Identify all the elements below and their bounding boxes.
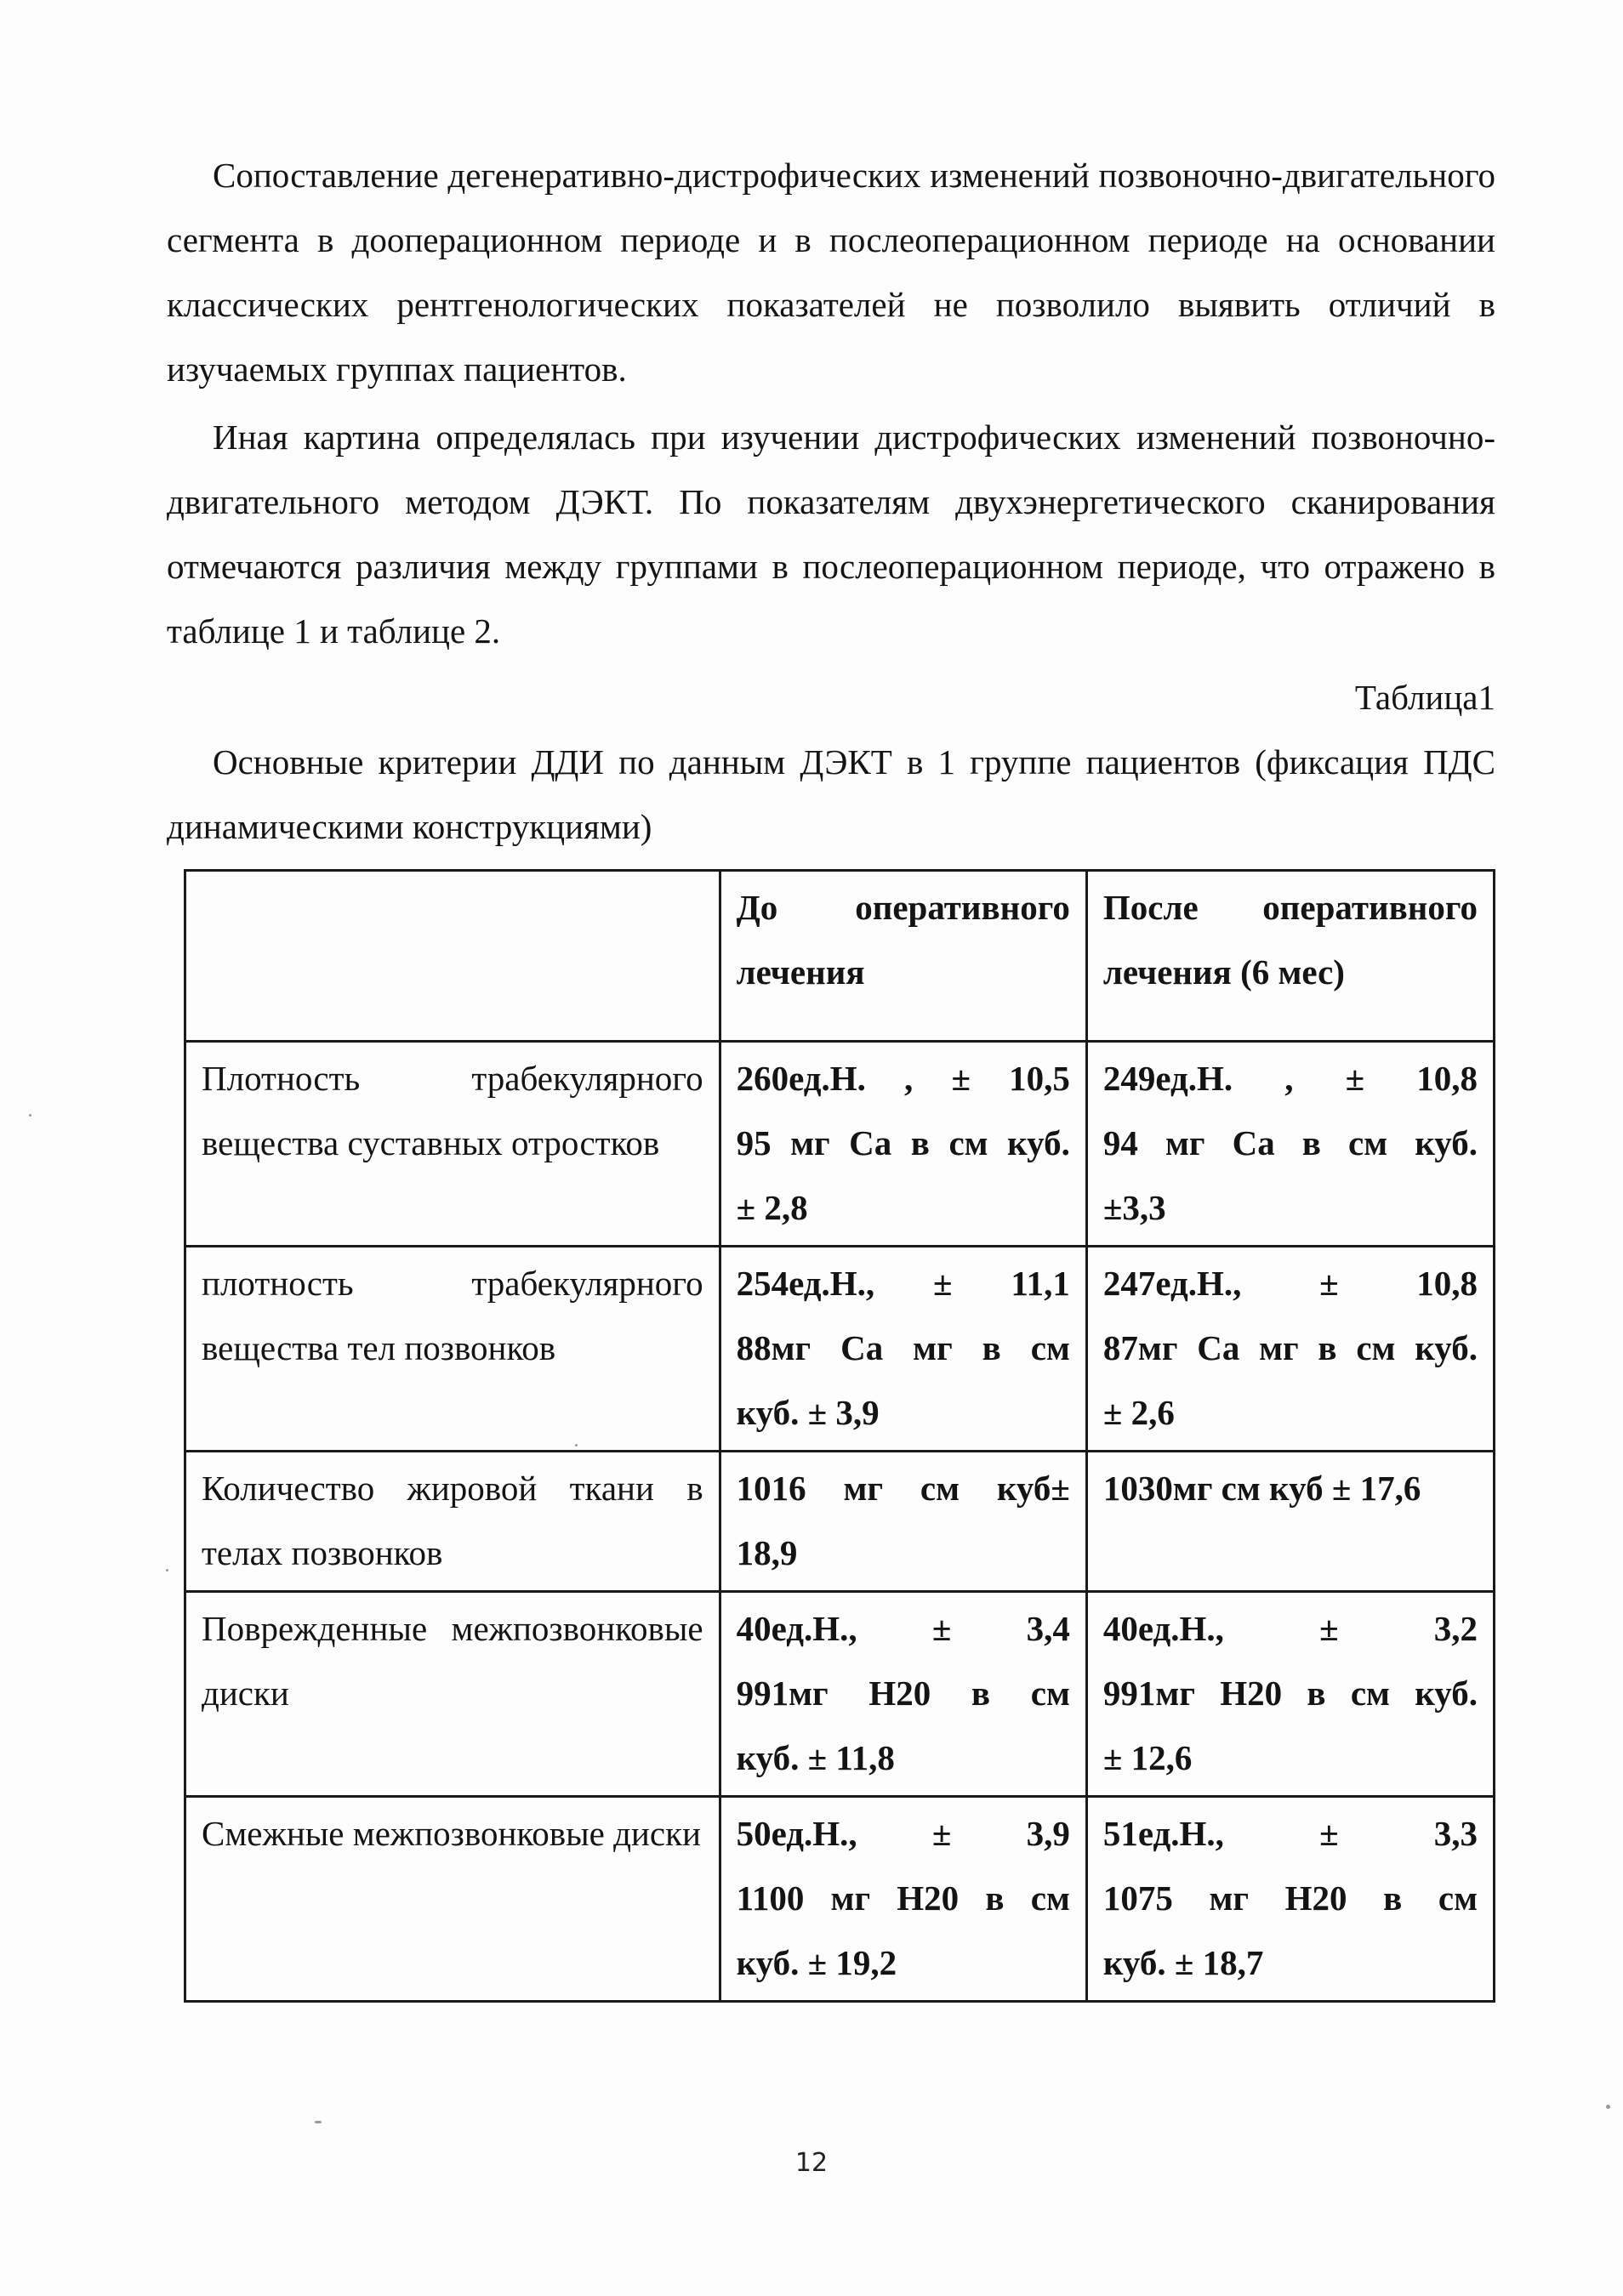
table-title-text: Основные критерии ДДИ по данным ДЭКТ в 1 группе пациентов (фиксация ПДС динамическими конструкциями) [167,742,1495,846]
cell-value-line: 40ед.Н., ± 3,2 [1102,1609,1478,1648]
after-treatment-cell [1086,1247,1494,1452]
row-label-cell: Смежные межпозвонковые диски [185,1797,720,2002]
cell-value-line: 991мг Н20 в см куб. [1102,1674,1478,1713]
table-row [185,1042,1495,1247]
scan-speck [29,1114,31,1117]
cell-value-line: куб. ± 19,2 [736,1943,897,1982]
cell-value-line: 247ед.Н., ± 10,8 [1102,1264,1478,1303]
cell-value-line: 991мг Н20 в см [736,1674,1070,1713]
paragraph-2-text: Иная картина определялась при изучении дистрофических изменений позвоночно-двигательного методом ДЭКТ. По показателям двухэнергетического сканирования отмечаются различия между группами в послеоперационном периоде, что отражено в таблице 1 и таблице 2. [167,418,1495,651]
header-empty-cell [185,871,720,1042]
cell-value-line: куб. ± 3,9 [736,1393,880,1432]
row-label-cell: плотность трабекулярного вещества тел позвонков [185,1247,720,1452]
scan-speck [315,2121,322,2123]
before-treatment-cell [720,1247,1086,1452]
cell-value-line: 51ед.Н., ± 3,3 [1102,1814,1478,1853]
cell-value-line: куб. ± 18,7 [1102,1943,1264,1982]
cell-value-line: 87мг Са мг в см куб. [1102,1328,1478,1367]
before-treatment-cell [720,1042,1086,1247]
cell-value-line: ± 12,6 [1102,1738,1193,1777]
cell-value-line: 254ед.Н., ± 11,1 [736,1264,1070,1303]
table-label: Таблица1 [1354,678,1495,717]
cell-value-line: ± 2,6 [1102,1393,1175,1432]
table-row [185,1797,1495,2002]
after-treatment-cell [1086,1042,1494,1247]
before-treatment-cell [720,1797,1086,2002]
cell-value-line: 88мг Са мг в см [736,1328,1070,1367]
table-row [185,1452,1495,1592]
cell-value-line: 1016 мг см куб± [736,1469,1070,1508]
row-label-cell: Поврежденные межпозвонковые диски [185,1592,720,1797]
scan-speck [166,1569,168,1571]
row-label-cell: Количество жировой ткани в телах позвонков [185,1452,720,1592]
cell-value-line: 18,9 [736,1533,798,1572]
table-title [167,730,1495,859]
cell-value-line: 50ед.Н., ± 3,9 [736,1814,1070,1853]
cell-value-line: 249ед.Н. , ± 10,8 [1102,1059,1478,1098]
after-treatment-cell [1086,1452,1494,1592]
before-treatment-cell [720,1592,1086,1797]
cell-value-line: 1030мг см куб ± 17,6 [1102,1469,1421,1508]
table-row [185,1592,1495,1797]
cell-value-line: 94 мг Са в см куб. [1102,1123,1478,1162]
results-table [184,869,1495,2003]
cell-value-line: 1100 мг Н20 в см [736,1878,1070,1918]
cell-value-line: ±3,3 [1102,1188,1166,1227]
row-label-cell: Плотность трабекулярного вещества суставных отростков [185,1042,720,1247]
paragraph-1-text: Сопоставление дегенеративно-дистрофических изменений позвоночно-двигательного сегмента в дооперационном периоде и в послеоперационном периоде на основании классических рентгенологических показателей не позволило выявить отличий в изучаемых группах пациентов. [167,156,1495,389]
after-treatment-cell [1086,1797,1494,2002]
before-treatment-cell [720,1452,1086,1592]
table-row [185,1247,1495,1452]
scan-speck [575,1444,578,1446]
paragraph-2 [167,405,1495,663]
header-after-treatment: После оперативного лечения (6 мес) [1086,871,1494,1042]
cell-value-line: 40ед.Н., ± 3,4 [736,1609,1070,1648]
cell-value-line: 1075 мг Н20 в см [1102,1878,1478,1918]
paragraph-1 [167,143,1495,401]
table-header-row [185,871,1495,1042]
cell-value-line: куб. ± 11,8 [736,1738,895,1777]
cell-value-line: 95 мг Са в см куб. [736,1123,1070,1162]
after-treatment-cell [1086,1592,1494,1797]
scan-speck [1606,2105,1610,2109]
cell-value-line: 260ед.Н. , ± 10,5 [736,1059,1070,1098]
page-number: 12 [794,2148,829,2178]
header-before-treatment: До оперативного лечения [720,871,1086,1042]
cell-value-line: ± 2,8 [736,1188,808,1227]
